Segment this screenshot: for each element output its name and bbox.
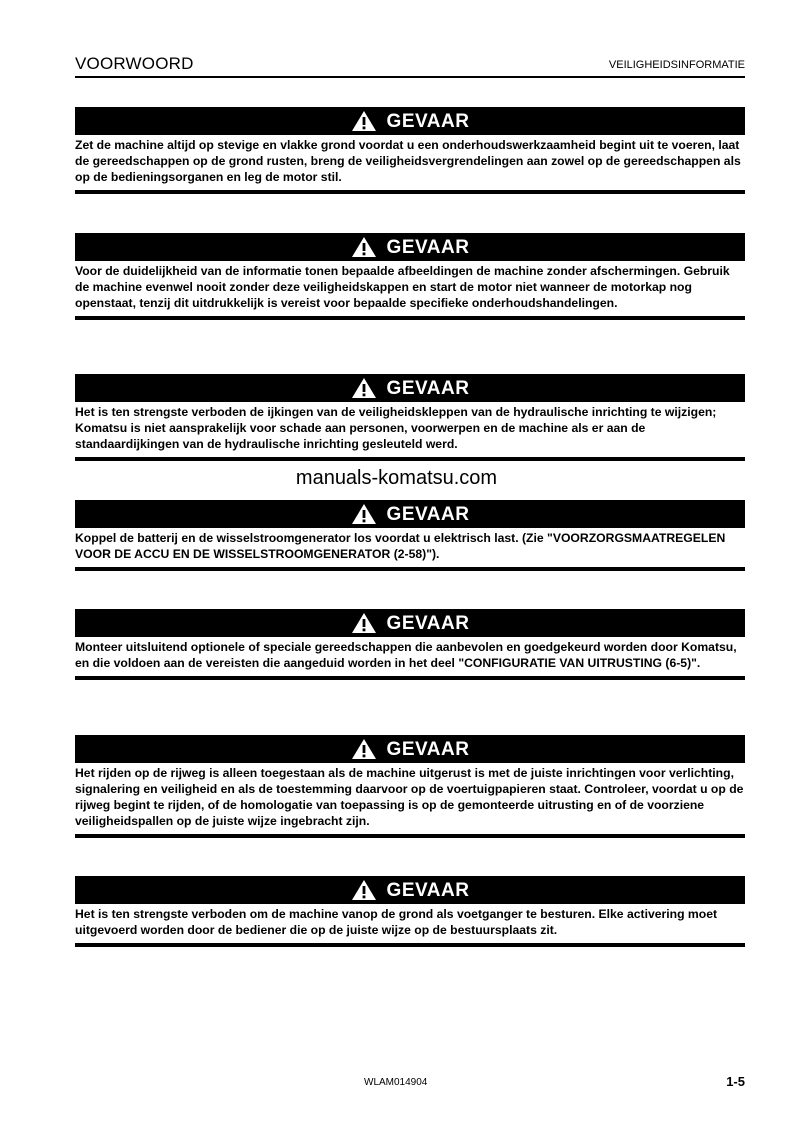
warning-triangle-icon: [351, 879, 377, 901]
danger-notice: [75, 609, 745, 680]
page-header: [75, 54, 745, 78]
danger-header: [75, 233, 745, 261]
danger-notice: [75, 876, 745, 947]
danger-title: GEVAAR: [386, 503, 470, 525]
document-code: WLAM014904: [364, 1077, 428, 1088]
danger-text: Koppel de batterij en de wisselstroomgenerator los voordat u elektrisch last. (Zie "VOORZORGSMAATREGELEN VOOR DE ACCU EN DE WISSELSTROOMGENERATOR (2-58)").: [75, 528, 745, 571]
warning-triangle-icon: [351, 612, 377, 634]
danger-header: [75, 876, 745, 904]
danger-text: Monteer uitsluitend optionele of speciale gereedschappen die aanbevolen en goedgekeurd worden door Komatsu, en die voldoen aan de vereisten die aangeduid worden in het deel "CONFIGURATIE VAN UITRUSTING (6-5)".: [75, 637, 745, 680]
danger-notice: [75, 500, 745, 571]
danger-title: GEVAAR: [386, 377, 470, 399]
danger-notice: [75, 233, 745, 320]
watermark: manuals-komatsu.com: [295, 467, 498, 489]
page-number: 1-5: [726, 1074, 745, 1089]
warning-triangle-icon: [351, 503, 377, 525]
danger-text: Het is ten strengste verboden de ijkingen van de veiligheidskleppen van de hydraulische inrichting te wijzigen; Komatsu is niet aansprakelijk voor schade aan personen, voorwerpen en de machine als er aan de standaardijkingen van de hydraulische inrichting gesleuteld werd.: [75, 402, 745, 461]
warning-triangle-icon: [351, 377, 377, 399]
warning-triangle-icon: [351, 738, 377, 760]
danger-text: Zet de machine altijd op stevige en vlakke grond voordat u een onderhoudswerkzaamheid begint uit te voeren, laat de gereedschappen op de grond rusten, breng de veiligheidsvergrendelingen aan zowel op de gereedschappen als op de bedieningsorganen en leg de motor stil.: [75, 135, 745, 194]
danger-text: Het is ten strengste verboden om de machine vanop de grond als voetganger te besturen. Elke activering moet uitgevoerd worden door de bediener die op de juiste wijze op de bestuursplaats zit.: [75, 904, 745, 947]
danger-title: GEVAAR: [386, 236, 470, 258]
danger-title: GEVAAR: [386, 879, 470, 901]
warning-triangle-icon: [351, 110, 377, 132]
section-title: VOORWOORD: [75, 54, 194, 73]
danger-header: [75, 735, 745, 763]
danger-text: Het rijden op de rijweg is alleen toegestaan als de machine uitgerust is met de juiste inrichtingen voor verlichting, signalering en veiligheid en als de toestemming daarvoor op de voertuigpapieren staat. Controleer, voordat u op de rijweg begint te rijden, of de homologatie van toepassing is op de gemonteerde uitrusting en of de voorziene veiligheidspallen op de juiste wijze ingebracht zijn.: [75, 763, 745, 838]
danger-text: Voor de duidelijkheid van de informatie tonen bepaalde afbeeldingen de machine zonder afschermingen. Gebruik de machine evenwel nooit zonder deze veiligheidskappen en start de motor niet wanneer de motorkap nog openstaat, tenzij dit uitdrukkelijk is vereist voor bepaalde specifieke onderhoudshandelingen.: [75, 261, 745, 320]
danger-title: GEVAAR: [386, 612, 470, 634]
danger-title: GEVAAR: [386, 738, 470, 760]
danger-notice: [75, 374, 745, 461]
danger-header: [75, 609, 745, 637]
danger-header: [75, 500, 745, 528]
danger-header: [75, 374, 745, 402]
danger-title: GEVAAR: [386, 110, 470, 132]
danger-notice: [75, 735, 745, 838]
danger-notice: [75, 107, 745, 194]
chapter-title: VEILIGHEIDSINFORMATIE: [608, 59, 745, 71]
danger-header: [75, 107, 745, 135]
warning-triangle-icon: [351, 236, 377, 258]
